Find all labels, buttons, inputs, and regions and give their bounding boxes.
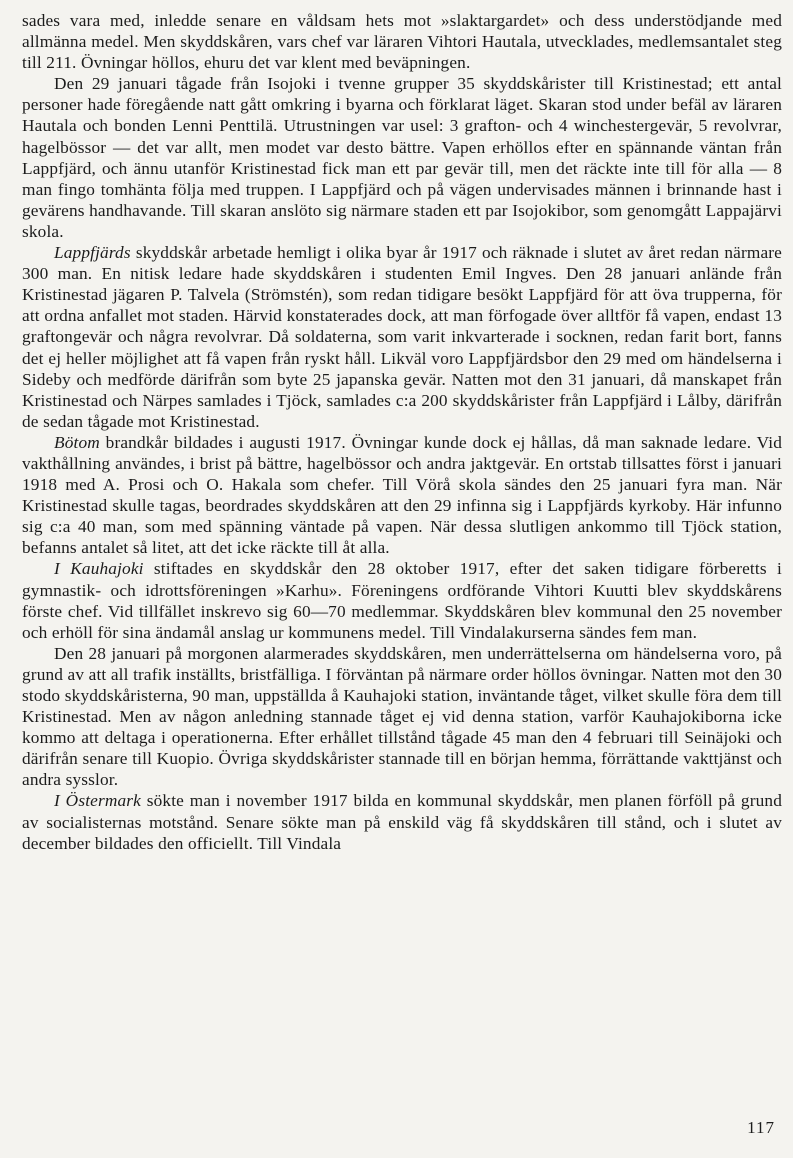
paragraph-6 <box>22 643 782 791</box>
paragraph-4-text: brandkår bildades i augusti 1917. Övningar kunde dock ej hållas, då man saknade ledare. Vid vakthållning användes, i brist på bättre, hagelbössor och andra jaktgevär. En ortstab tillsattes först i januari 1918 med A. Prosi och O. Hakala som chefer. Till Vörå skola sändes den 25 januari fyra man. När Kristinestad skulle tagas, beordrades skyddskåren att den 29 infinna sig i Lappfjärds kyrkoby. Här infunno sig c:a 40 man, som med spänning väntade på vapen. När dessa slutligen ankommo till Tjöck station, befanns antalet så litet, att det icke räckte till åt alla. <box>22 432 782 558</box>
paragraph-7-lead: I Östermark <box>54 791 141 811</box>
paragraph-4-lead: Bötom <box>54 432 100 452</box>
paragraph-2 <box>22 73 782 242</box>
paragraph-5-lead: I Kauhajoki <box>54 559 144 579</box>
paragraph-3 <box>22 242 782 432</box>
paragraph-4 <box>22 432 782 559</box>
page-number: 117 <box>747 1118 775 1137</box>
paragraph-7 <box>22 790 782 853</box>
paragraph-3-lead: Lappfjärds <box>54 243 131 263</box>
paragraph-1 <box>22 10 782 73</box>
paragraph-2-text: Den 29 januari tågade från Isojoki i tvenne grupper 35 skyddskårister till Kristinestad; ett antal personer hade föregående natt gått omkring i byarna och förklarat läget. Skaran stod under befäl av läraren Hautala och bonden Lenni Penttilä. Utrustningen var usel: 3 grafton- och 4 winchestergevär, 5 revolvrar, hagelbössor — det var allt, men modet var desto bättre. Vapen erhöllos efter en spännande väntan från Lappfjärd, och ännu utanför Kristinestad fick man ett par gevär till, men det räckte inte till för alla — 8 man fingo tomhänta följa med truppen. I Lappfjärd och på vägen undervisades männen i brinnande hast i gevärens handhavande. Till skaran anslöto sig närmare staden ett par Isojokibor, som genomgått Lappajärvi skola. <box>22 74 782 241</box>
paragraph-5-text: stiftades en skyddskår den 28 oktober 1917, efter det saken tidigare förberetts i gymnastik- och idrottsföreningen »Karhu». Föreningens ordförande Vihtori Kuutti blev skyddskårens förste chef. Vid tillfället inskrevo sig 60—70 medlemmar. Skyddskåren blev kommunal den 25 november och erhöll för sina ändamål anslag ur kommunens medel. Till Vindalakurserna sändes fem man. <box>22 559 782 642</box>
paragraph-3-text: skyddskår arbetade hemligt i olika byar år 1917 och räknade i slutet av året redan närmare 300 man. En nitisk ledare hade skyddskåren i studenten Emil Ingves. Den 28 januari anlände från Kristinestad jägaren P. Talvela (Strömstén), som redan tidigare besökt Lappfjärd för att öva trupperna, för att ordna anfallet mot staden. Härvid konstaterades dock, att man förfogade över alltför få vapen, endast 13 graftongevär och några revolvrar. Då soldaterna, som varit inkvarterade i socknen, redan farit bort, fanns det ej heller möjlighet att få vapen från ryskt håll. Likväl voro Lappfjärdsbor den 29 med om händelserna i Sideby och medförde därifrån som byte 25 japanska gevär. Natten mot den 31 januari, då manskapet från Kristinestad och Närpes samlades i Tjöck, samlades c:a 200 skyddskårister från Lappfjärd i Lålby, därifrån de sedan tågade mot Kristinestad. <box>22 243 782 431</box>
paragraph-1-text: sades vara med, inledde senare en våldsam hets mot »slaktargardet» och dess understödjande med allmänna medel. Men skyddskåren, vars chef var läraren Vihtori Hautala, utvecklades, medlemsantalet steg till 211. Övningar höllos, ehuru det var klent med beväpningen. <box>22 11 782 73</box>
paragraph-6-text: Den 28 januari på morgonen alarmerades skyddskåren, men underrättelserna om händelserna voro, på grund av att all trafik inställts, bristfälliga. I förväntan på närmare order höllos övningar. Natten mot den 30 stodo skyddskåristerna, 90 man, uppställda å Kauhajoki station, inväntande tåget, vilket skulle föra dem till Kristinestad. Men av någon anledning stannade tåget ej vid denna station, varför Kauhajokiborna icke kommo att deltaga i operationerna. Efter erhållet tillstånd tågade 45 man den 4 februari till Seinäjoki och därifrån senare till Kuopio. Övriga skyddskårister stannade till en början hemma, förrättande vakttjänst och andra sysslor. <box>22 643 782 790</box>
body-text <box>22 10 782 854</box>
paragraph-5 <box>22 558 782 642</box>
paragraph-7-text: sökte man i november 1917 bilda en kommunal skyddskår, men planen förföll på grund av socialisternas motstånd. Senare sökte man på enskild väg få skyddskåren till stånd, och i slutet av december bildades den officiellt. Till Vindala <box>22 791 782 853</box>
